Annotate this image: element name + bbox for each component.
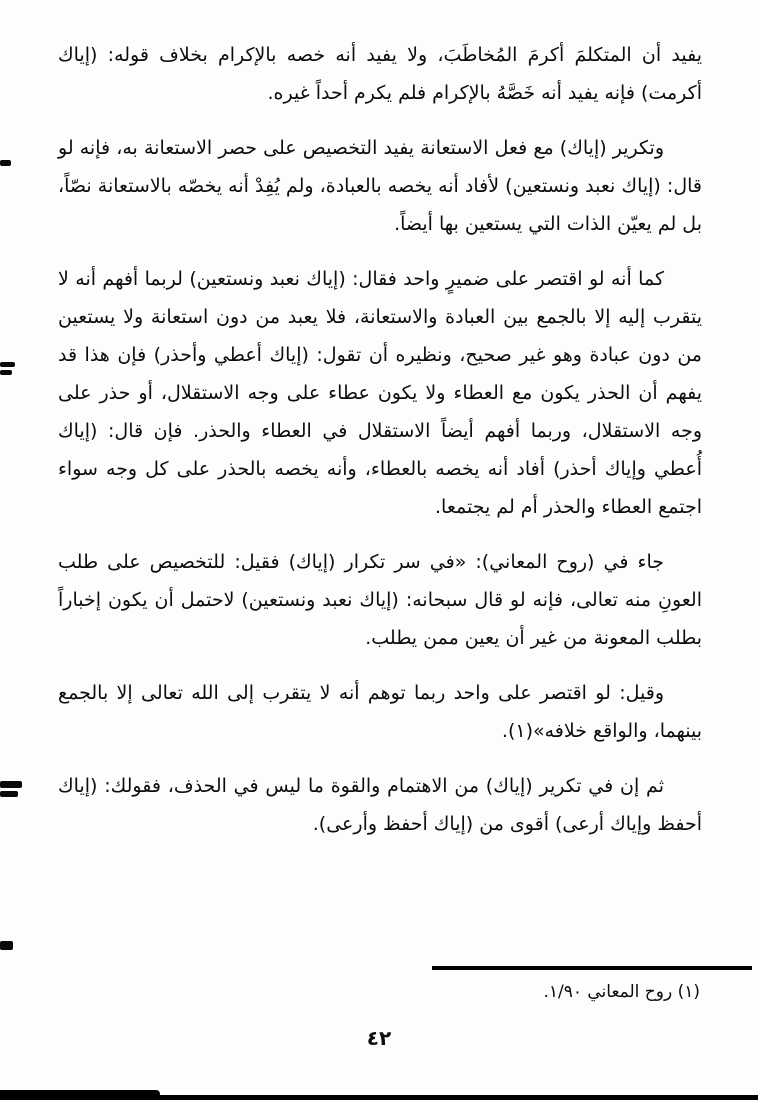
scan-artifact — [0, 791, 18, 797]
footnote: (١) روح المعاني ١/٩٠. — [543, 982, 700, 1002]
footnote-separator — [432, 966, 752, 970]
paragraph: جاء في (روح المعاني): «في سر تكرار (إياك) فقيل: للتخصيص على طلب العونِ منه تعالى، فإنه لو قال سبحانه: (إياك نعبد ونستعين) لاحتمل أن يكون إخباراً بطلب المعونة من غير أن يعين ممن يطلب. — [58, 551, 702, 649]
scan-artifact — [0, 160, 11, 166]
page-number: ٤٢ — [366, 1026, 392, 1050]
paragraph: كما أنه لو اقتصر على ضميرٍ واحد فقال: (إياك نعبد ونستعين) لربما أفهم أنه لا يتقرب إليه إلا بالجمع بين العبادة والاستعانة، فلا يعبد من دون استعانة ولا يستعين من دون عبادة وهو غير صحيح، ونظيره أن تقول: (إياك أعطي وأحذر) فإن هذا قد يفهم أن الحذر يكون مع العطاء ولا يكون عطاء على وجه الاستقلال، أو حذر على وجه الاستقلال، وربما أفهم أيضاً الاستقلال في العطاء والحذر. فإن قال: (إياك أُعطي وإياك أحذر) أفاد أنه يخصه بالعطاء، وأنه يخصه بالحذر على كل وجه سواء اجتمع العطاء والحذر أم لم يجتمعا. — [58, 268, 702, 518]
scan-artifact — [0, 370, 12, 375]
paragraph: وقيل: لو اقتصر على واحد ربما توهم أنه لا يتقرب إلى الله تعالى إلا بالجمع بينهما، والواقع خلافه»(١). — [58, 682, 702, 742]
paragraph: ثم إن في تكرير (إياك) من الاهتمام والقوة ما ليس في الحذف، فقولك: (إياك أحفظ وإياك أرعى) أقوى من (إياك أحفظ وأرعى). — [58, 775, 702, 835]
scan-artifact — [0, 1090, 160, 1098]
paragraph: وتكرير (إياك) مع فعل الاستعانة يفيد التخصيص على حصر الاستعانة به، فإنه لو قال: (إياك نعبد ونستعين) لأفاد أنه يخصه بالعبادة، ولم يُفِدْ أنه يخصّه بالاستعانة نصّاً، بل لم يعيّن الذات التي يستعين بها أيضاً. — [58, 137, 702, 235]
scan-artifact — [0, 781, 22, 788]
paragraph: يفيد أن المتكلمَ أكرمَ المُخاطَبَ، ولا يفيد أنه خصه بالإكرام بخلاف قوله: (إياك أكرمت) فإنه يفيد أنه خَصَّهُ بالإكرام فلم يكرم أحداً غيره. — [58, 44, 702, 104]
scan-artifact — [0, 362, 15, 367]
text-block — [58, 36, 702, 860]
scan-artifact — [0, 941, 13, 950]
